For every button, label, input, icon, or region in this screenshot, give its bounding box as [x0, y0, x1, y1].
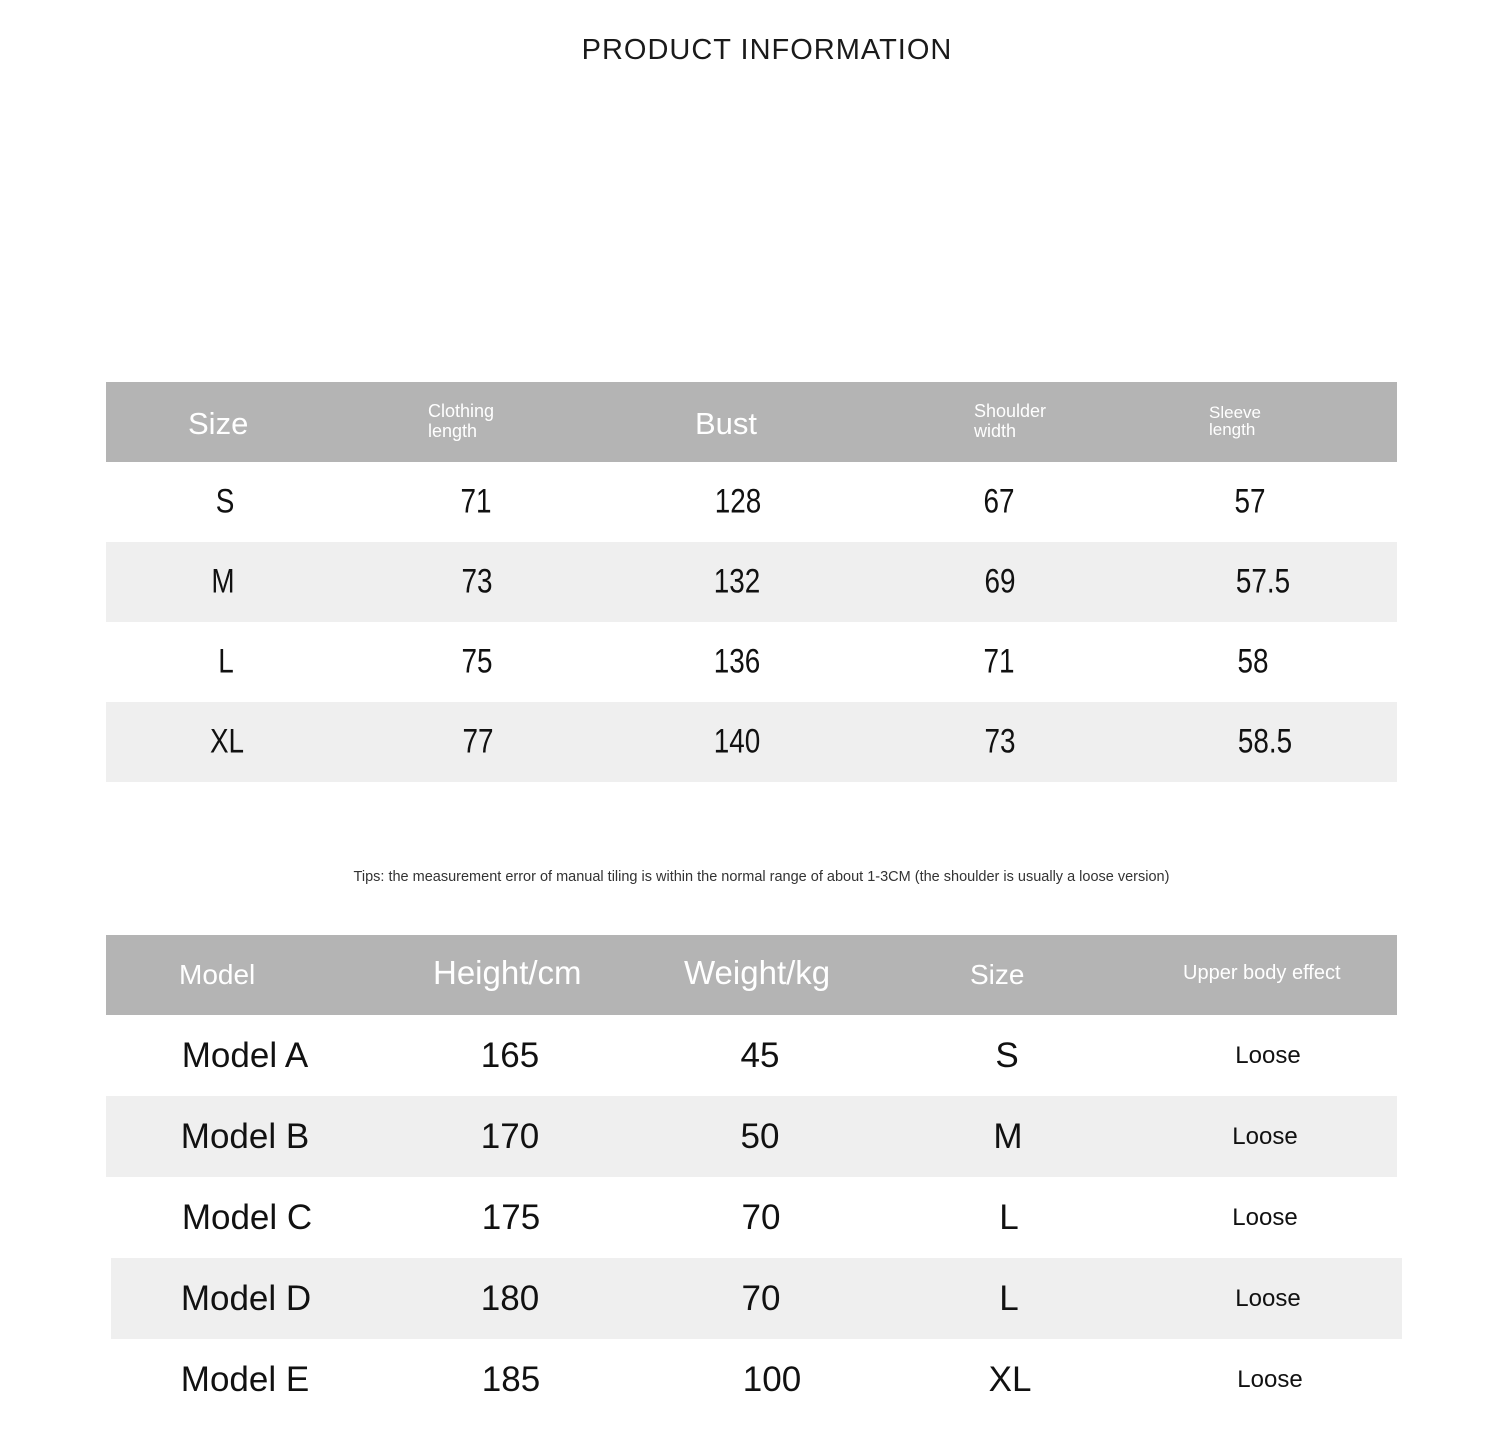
cell-size: S — [995, 1035, 1019, 1075]
cell-model: Model D — [180, 1278, 312, 1318]
cell-size: L — [218, 642, 234, 681]
cell-weight: 70 — [741, 1278, 781, 1318]
cell-weight: 50 — [740, 1116, 780, 1156]
cell-weight: 100 — [742, 1359, 802, 1399]
cell-height: 185 — [481, 1359, 541, 1399]
cell-height: 170 — [480, 1116, 540, 1156]
cell-size: XL — [209, 722, 245, 761]
cell-size: L — [999, 1197, 1019, 1237]
cell-clothing-length: 73 — [461, 562, 493, 601]
cell-size: L — [999, 1278, 1019, 1318]
header-sleeve-length — [1209, 404, 1261, 438]
cell-model: Model A — [181, 1035, 309, 1075]
header-size: Size — [970, 959, 1025, 990]
cell-sleeve-length: 58.5 — [1237, 722, 1293, 761]
cell-size: S — [215, 482, 235, 521]
cell-model: Model B — [180, 1116, 310, 1156]
table-row — [106, 1015, 1397, 1096]
header-upper-body-effect: Upper body effect — [1183, 962, 1341, 984]
table-row — [106, 702, 1397, 782]
header-clothing-length — [428, 401, 494, 441]
cell-size: M — [993, 1116, 1023, 1156]
header-shoulder-width — [974, 401, 1046, 441]
cell-effect: Loose — [1235, 1041, 1301, 1069]
cell-sleeve-length: 57 — [1234, 482, 1266, 521]
cell-model: Model E — [180, 1359, 310, 1399]
table-row — [106, 462, 1397, 542]
cell-height: 165 — [480, 1035, 540, 1075]
header-sleeve-line2: length — [1209, 420, 1256, 439]
cell-bust: 128 — [714, 482, 762, 521]
header-bust: Bust — [695, 406, 758, 441]
cell-effect: Loose — [1232, 1203, 1298, 1231]
cell-clothing-length: 75 — [461, 642, 493, 681]
cell-clothing-length: 71 — [460, 482, 492, 521]
header-size: Size — [188, 406, 249, 441]
cell-height: 180 — [480, 1278, 540, 1318]
cell-shoulder-width: 71 — [983, 642, 1015, 681]
header-clothing-line1: Clothing — [428, 401, 495, 421]
size-table-header — [106, 382, 1397, 462]
header-shoulder-line1: Shoulder — [974, 401, 1047, 421]
model-table — [106, 935, 1397, 1420]
cell-weight: 70 — [741, 1197, 781, 1237]
cell-sleeve-length: 57.5 — [1235, 562, 1291, 601]
header-weight: Weight/kg — [684, 954, 831, 991]
cell-shoulder-width: 67 — [983, 482, 1015, 521]
header-model: Model — [179, 959, 256, 990]
cell-size: XL — [988, 1359, 1032, 1399]
cell-shoulder-width: 69 — [984, 562, 1016, 601]
cell-effect: Loose — [1232, 1122, 1298, 1150]
cell-bust: 136 — [713, 642, 761, 681]
header-sleeve-line1: Sleeve — [1209, 403, 1261, 422]
cell-bust: 132 — [713, 562, 761, 601]
table-row — [106, 1096, 1397, 1177]
header-clothing-line2: length — [428, 421, 478, 441]
cell-effect: Loose — [1237, 1365, 1303, 1393]
model-table-header — [106, 935, 1397, 1015]
cell-shoulder-width: 73 — [984, 722, 1016, 761]
size-table — [106, 382, 1397, 782]
table-row — [106, 622, 1397, 702]
header-height: Height/cm — [433, 954, 582, 991]
cell-height: 175 — [481, 1197, 541, 1237]
tips-note: Tips: the measurement error of manual tiling is within the normal range of about 1-3CM (the shoulder is usually a loose version) — [353, 869, 1170, 885]
cell-clothing-length: 77 — [462, 722, 494, 761]
cell-model: Model C — [181, 1197, 313, 1237]
table-row — [106, 542, 1397, 622]
cell-sleeve-length: 58 — [1237, 642, 1269, 681]
cell-bust: 140 — [713, 722, 761, 761]
cell-size: M — [211, 562, 235, 601]
page-title: PRODUCT INFORMATION — [581, 34, 953, 66]
cell-effect: Loose — [1235, 1284, 1301, 1312]
table-row — [111, 1258, 1402, 1339]
cell-weight: 45 — [740, 1035, 780, 1075]
header-shoulder-line2: width — [974, 421, 1017, 441]
table-row — [106, 1177, 1397, 1258]
table-row — [106, 1339, 1397, 1420]
